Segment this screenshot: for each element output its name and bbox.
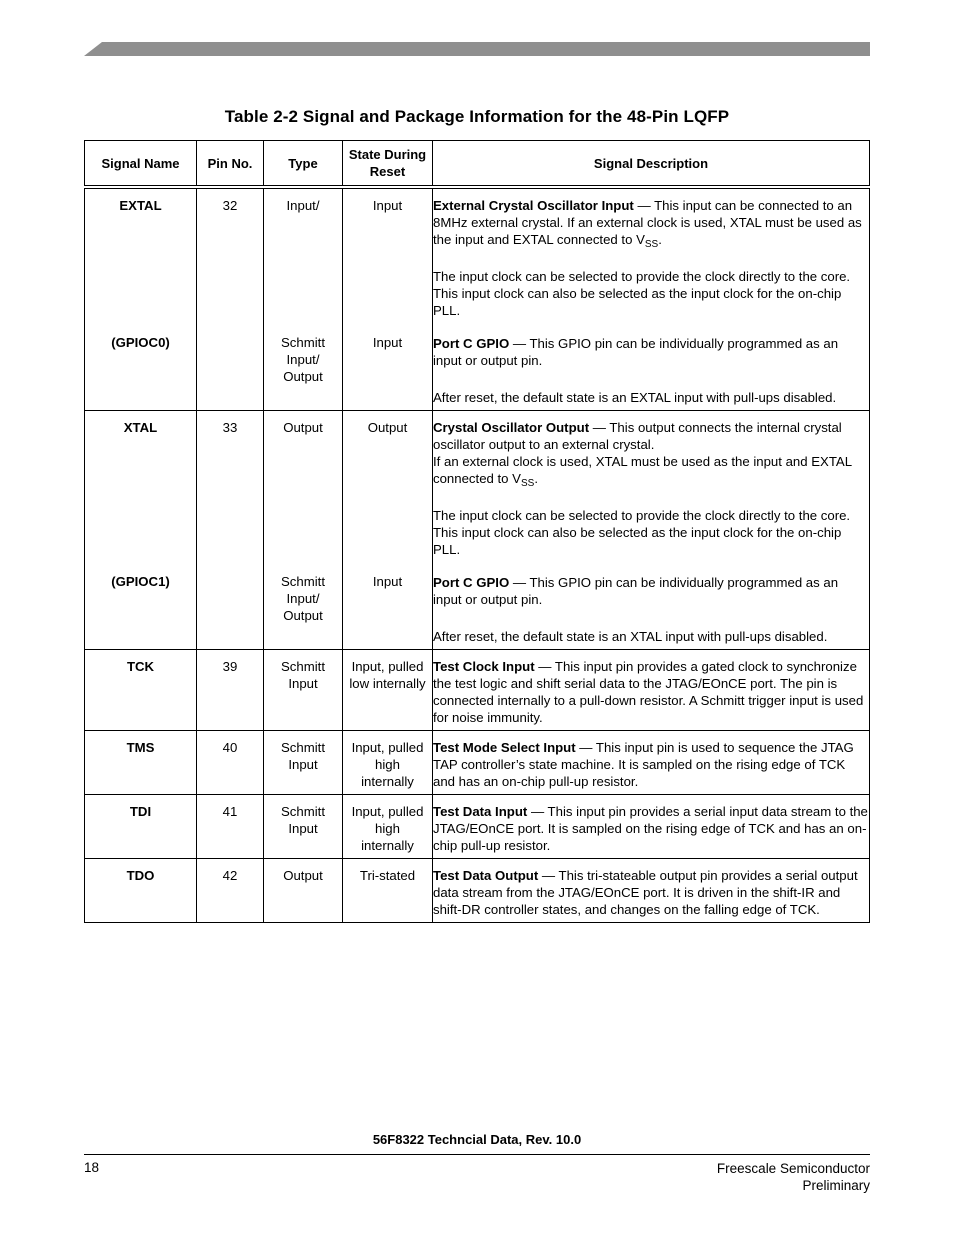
pin-cell (197, 795, 264, 859)
description-paragraph (433, 803, 869, 854)
description-text: — This GPIO pin can be individually programmed as an input or output pin. (433, 575, 839, 607)
pin-no: 40 (222, 740, 238, 755)
header-bar (84, 42, 870, 56)
alt-reset-state: Input (372, 335, 403, 350)
description-paragraph: The input clock can be selected to provide the clock directly to the core. This input clock can also be selected as the input clock for the on-chip PLL. (433, 269, 851, 318)
pin-cell (197, 411, 264, 650)
type-cell (264, 411, 343, 650)
pin-no: 41 (222, 804, 238, 819)
description-lead: External Crystal Oscillator Input (433, 198, 634, 213)
description-paragraph (433, 197, 869, 248)
footer-right (717, 1160, 870, 1194)
alt-signal-type: Schmitt Input/ Output (281, 335, 325, 384)
signal-name: XTAL (123, 420, 158, 435)
description-tail: . (658, 232, 662, 247)
type-cell (264, 859, 343, 923)
description-text: — This input can be connected to an 8MHz external crystal. If an external clock is used, XTAL must be used as the input and EXTAL connected to V (433, 198, 862, 247)
alt-description-paragraph (433, 574, 869, 608)
signal-name: TCK (126, 659, 155, 674)
table-header-row (85, 141, 870, 188)
description-lead: Port C GPIO (433, 575, 510, 590)
company-name: Freescale Semiconductor (716, 1161, 870, 1176)
description-paragraph (433, 739, 869, 790)
description-text: — This tri-stateable output pin provides a serial output data stream from the JTAG/EOnCE port. It is driven in the shift-IR and shift-DR controller states, and changes on the falling edge of TCK. (433, 868, 858, 917)
pin-cell (197, 650, 264, 731)
signal-name-cell (85, 731, 197, 795)
description-cell (433, 731, 870, 795)
type-cell (264, 187, 343, 411)
signal-name: TDO (126, 868, 155, 883)
type-cell (264, 650, 343, 731)
reset-state: Input, pulled low internally (349, 659, 426, 691)
description-lead: Crystal Oscillator Output (433, 420, 590, 435)
alt-reset-state: Input (372, 574, 403, 589)
table-row (85, 411, 870, 650)
header-type: Type (264, 141, 343, 188)
description-lead: Test Data Output (433, 868, 539, 883)
pin-no: 32 (222, 198, 238, 213)
state-cell (343, 731, 433, 795)
description-tail: . (534, 471, 538, 486)
subscript: SS (644, 239, 659, 250)
header-signal-description: Signal Description (433, 141, 870, 188)
signal-name-cell (85, 859, 197, 923)
reset-state: Input, pulled high internally (351, 804, 424, 853)
signal-type: Input/ (286, 198, 320, 213)
description-lead: Port C GPIO (433, 336, 510, 351)
alt-signal-name: (GPIOC1) (111, 574, 170, 589)
description-lead: Test Mode Select Input (433, 740, 576, 755)
signal-type: Schmitt Input (281, 804, 325, 836)
footer-divider (84, 1154, 870, 1155)
description-text: — This input pin is used to sequence the JTAG TAP controller’s state machine. It is sampled on the rising edge of TCK and has an on-chip pull-up resistor. (433, 740, 854, 789)
description-paragraph: After reset, the default state is an XTAL input with pull-ups disabled. (433, 629, 828, 644)
reset-state: Input, pulled high internally (351, 740, 424, 789)
signal-name: EXTAL (119, 198, 162, 213)
pin-cell (197, 187, 264, 411)
state-cell (343, 411, 433, 650)
reset-state: Input (372, 198, 403, 213)
reset-state: Output (367, 420, 408, 435)
footer-doc-title: 56F8322 Techncial Data, Rev. 10.0 (372, 1132, 582, 1147)
pin-no: 39 (222, 659, 238, 674)
state-cell (343, 187, 433, 411)
table-row (85, 187, 870, 411)
signal-name-cell (85, 795, 197, 859)
reset-state: Tri-stated (359, 868, 416, 883)
description-cell (433, 411, 870, 650)
pin-no: 33 (222, 420, 238, 435)
description-cell (433, 187, 870, 411)
description-text: — This input pin provides a gated clock to synchronize the test logic and shift serial data to the JTAG/EOnCE port. The pin is connected internally to a pull-down resistor. A Schmitt trigger input is used for noise immunity. (433, 659, 864, 725)
description-lead: Test Data Input (433, 804, 528, 819)
table-row (85, 859, 870, 923)
table-row (85, 731, 870, 795)
description-paragraph (433, 658, 869, 726)
signal-name-cell (85, 650, 197, 731)
signal-name-cell (85, 187, 197, 411)
description-paragraph (433, 867, 869, 918)
pin-no: 42 (222, 868, 238, 883)
page-number: 18 (84, 1160, 100, 1175)
pin-cell (197, 859, 264, 923)
alt-signal-type: Schmitt Input/ Output (281, 574, 325, 623)
table-row (85, 795, 870, 859)
description-lead: Test Clock Input (433, 659, 535, 674)
description-cell (433, 650, 870, 731)
description-cell (433, 795, 870, 859)
description-paragraph: After reset, the default state is an EXTAL input with pull-ups disabled. (433, 390, 837, 405)
description-cell (433, 859, 870, 923)
header-state-during-reset: State During Reset (343, 141, 433, 188)
header-signal-name: Signal Name (85, 141, 197, 188)
description-paragraph (433, 419, 869, 453)
table-title: Table 2-2 Signal and Package Information for the 48-Pin LQFP (224, 107, 730, 126)
signal-table (84, 140, 870, 923)
description-text: If an external clock is used, XTAL must be used as the input and EXTAL connected to V (433, 454, 852, 486)
description-paragraph: The input clock can be selected to provide the clock directly to the core. This input clock can also be selected as the input clock for the on-chip PLL. (433, 508, 851, 557)
pin-cell (197, 731, 264, 795)
type-cell (264, 795, 343, 859)
document-status: Preliminary (802, 1178, 870, 1193)
alt-description-paragraph (433, 335, 869, 369)
signal-name: TMS (126, 740, 155, 755)
state-cell (343, 795, 433, 859)
header-pin-no: Pin No. (197, 141, 264, 188)
signal-type: Schmitt Input (281, 740, 325, 772)
alt-signal-name: (GPIOC0) (111, 335, 170, 350)
signal-type: Output (283, 420, 323, 435)
description-text: — This input pin provides a serial input data stream to the JTAG/EOnCE port. It is sampled on the rising edge of TCK and has an on-chip pull-up resistor. (433, 804, 868, 853)
table-row (85, 650, 870, 731)
description-text: — This GPIO pin can be individually programmed as an input or output pin. (433, 336, 839, 368)
signal-name: TDI (129, 804, 152, 819)
description-paragraph (433, 453, 869, 487)
type-cell (264, 731, 343, 795)
state-cell (343, 859, 433, 923)
signal-type: Schmitt Input (281, 659, 325, 691)
signal-type: Output (283, 868, 323, 883)
state-cell (343, 650, 433, 731)
subscript: SS (520, 478, 535, 489)
description-text: — This output connects the internal crystal oscillator output to an external crystal. (433, 420, 842, 452)
signal-name-cell (85, 411, 197, 650)
